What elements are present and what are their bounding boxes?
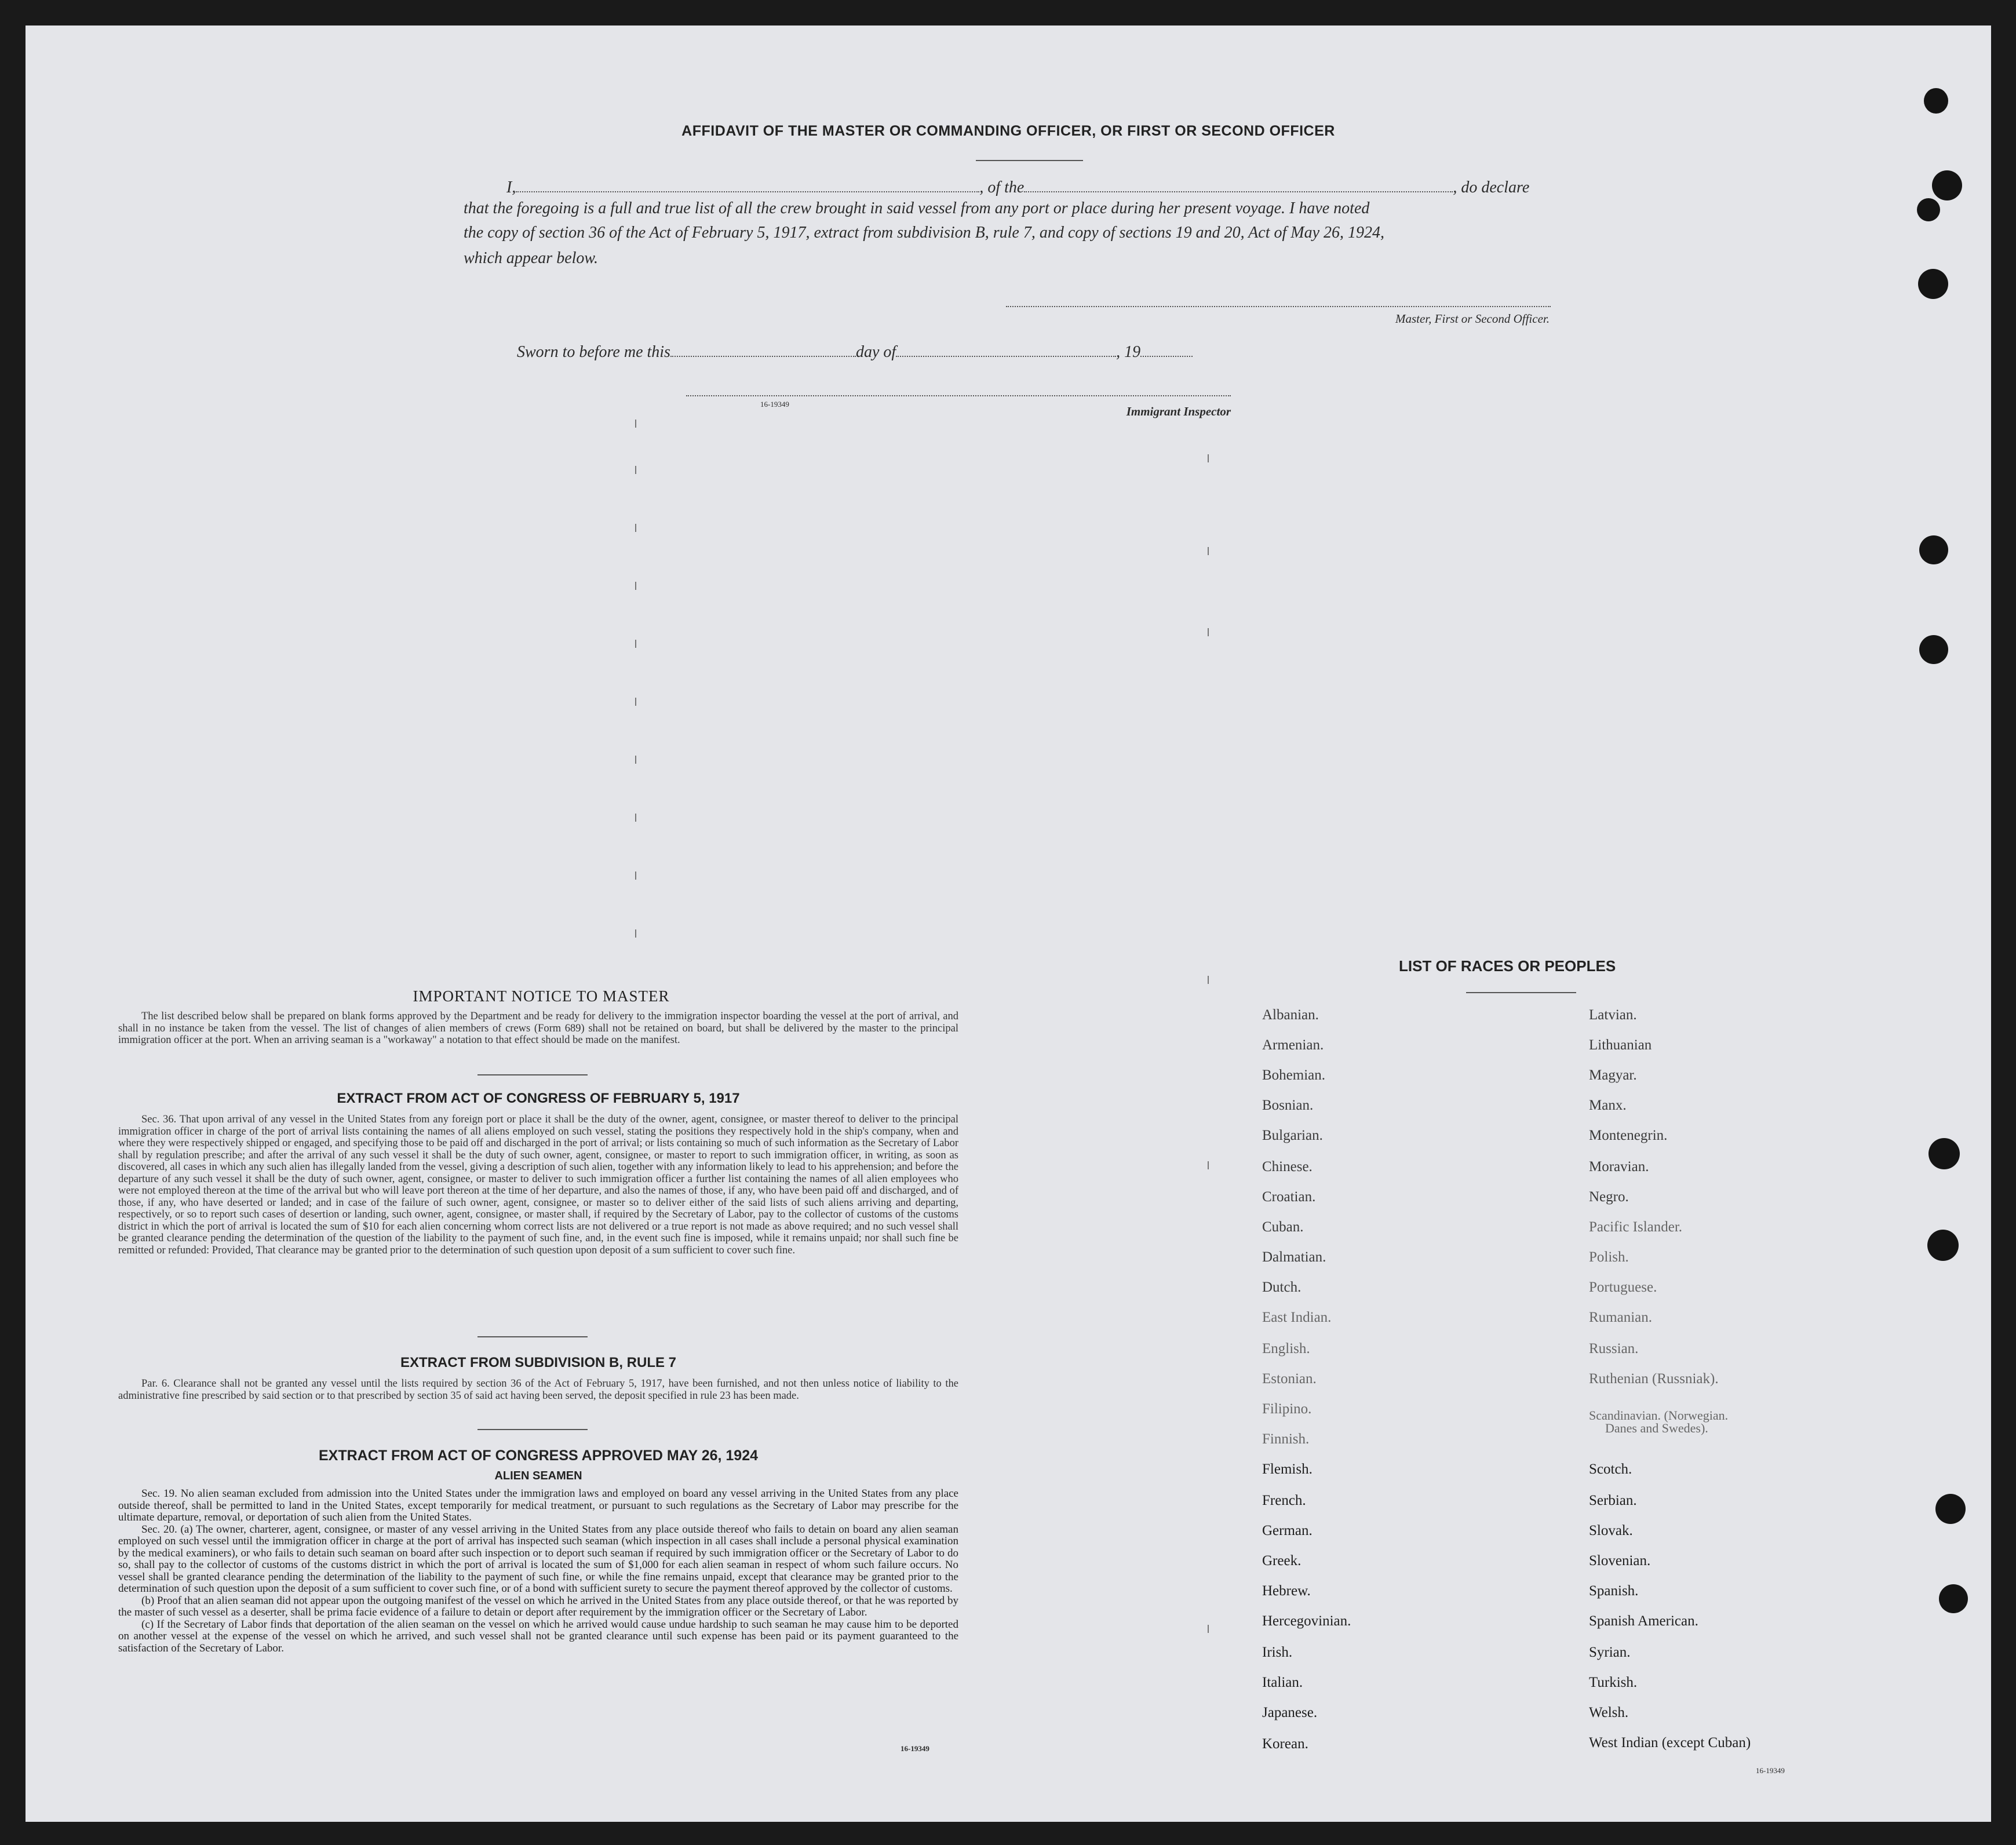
of-the-label: , of the <box>979 178 1025 196</box>
race-item: Welsh. <box>1589 1705 1629 1720</box>
divider <box>477 1336 588 1337</box>
officer-signature-line[interactable] <box>1006 306 1551 307</box>
vessel-blank[interactable] <box>1024 174 1453 192</box>
paragraph-6: Par. 6. Clearance shall not be granted any vessel until the lists required by section 36 of the Act of February 5, 1917, have been furnished, and not then unless notice of liability to the administrative fine prescribed by said section or to that prescribed by section 35 of said act having been served, the deposit specified in rule 23 has been made. <box>118 1378 958 1402</box>
race-item: French. <box>1262 1493 1306 1508</box>
fold-mark <box>1208 547 1209 555</box>
extract-1917-title: EXTRACT FROM ACT OF CONGRESS OF FEBRUARY 5, 1917 <box>337 1091 740 1106</box>
race-item: Scotch. <box>1589 1461 1632 1477</box>
race-item: Italian. <box>1262 1675 1303 1690</box>
affidavit-text-line-1: that the foregoing is a full and true list of all the crew brought in said vessel from any port or place during her present voyage. I have noted <box>464 199 1370 217</box>
race-item: Russian. <box>1589 1341 1639 1357</box>
fold-mark <box>635 929 636 938</box>
races-title: LIST OF RACES OR PEOPLES <box>1399 957 1616 975</box>
fold-mark <box>635 466 636 474</box>
i-label: I, <box>506 178 516 196</box>
subdivision-b-title: EXTRACT FROM SUBDIVISION B, RULE 7 <box>400 1355 677 1370</box>
fold-mark <box>635 640 636 648</box>
race-item: Bulgarian. <box>1262 1128 1323 1143</box>
race-item: Dalmatian. <box>1262 1249 1326 1265</box>
section-20b-paragraph: (b) Proof that an alien seaman did not appear upon the outgoing manifest of the vessel on which he arrived in the United States from any place outside thereof, or that he was reported by the master of such vessel as a deserter, shall be prima facie evidence of a failure to detain or deport after requirement by the immigration officer or the Secretary of Labor. <box>118 1594 958 1618</box>
race-item: German. <box>1262 1523 1313 1538</box>
race-item: Lithuanian <box>1589 1037 1652 1053</box>
punch-hole <box>1924 88 1948 114</box>
race-item: Japanese. <box>1262 1705 1318 1720</box>
punch-hole <box>1928 1138 1960 1169</box>
fold-mark <box>1208 976 1209 984</box>
sworn-month-blank[interactable] <box>896 338 1116 357</box>
officer-signature-caption: Master, First or Second Officer. <box>1395 312 1550 326</box>
race-item: Cuban. <box>1262 1219 1304 1235</box>
race-item: Estonian. <box>1262 1371 1317 1387</box>
punch-hole <box>1919 635 1948 664</box>
race-item: Irish. <box>1262 1645 1293 1660</box>
race-item: Spanish American. <box>1589 1613 1698 1629</box>
fold-mark <box>1208 628 1209 636</box>
notice-paragraph: The list described below shall be prepared on blank forms approved by the Department and be ready for delivery to the immigration inspector boarding the vessel at the port of arrival, and shall in no instance be taken from the vessel. The list of changes of alien members of crews (Form 689) shall not be retained on board, but shall be delivered by the master to the principal immigration officer at the port. When an arriving seaman is a "workaway" a notation to that effect should be made on the manifest. <box>118 1011 958 1046</box>
affidavit-declaration-line <box>506 174 1578 197</box>
race-item: Slovak. <box>1589 1523 1633 1538</box>
fold-mark <box>635 872 636 880</box>
race-item: Greek. <box>1262 1553 1302 1569</box>
affidavit-text-line-3: which appear below. <box>464 249 599 267</box>
fold-mark <box>635 814 636 822</box>
race-item: Dutch. <box>1262 1279 1302 1295</box>
race-item: English. <box>1262 1341 1310 1357</box>
race-item: Korean. <box>1262 1736 1308 1752</box>
extract-1924-title: EXTRACT FROM ACT OF CONGRESS APPROVED MAY 26, 1924 <box>318 1447 759 1464</box>
punch-hole <box>1932 170 1962 200</box>
form-number-right: 16-19349 <box>1756 1766 1785 1775</box>
race-item: Finnish. <box>1262 1431 1310 1447</box>
punch-hole <box>1935 1494 1966 1524</box>
sworn-day-blank[interactable] <box>670 338 856 357</box>
punch-hole <box>1927 1230 1959 1261</box>
divider <box>976 160 1083 161</box>
day-of-label: day of <box>855 343 896 361</box>
extract-1924-text <box>118 1488 958 1654</box>
punch-hole <box>1917 198 1940 221</box>
subdivision-b-text <box>118 1378 958 1402</box>
race-item: Flemish. <box>1262 1461 1313 1477</box>
notice-title: IMPORTANT NOTICE TO MASTER <box>413 987 670 1005</box>
race-item: Armenian. <box>1262 1037 1324 1053</box>
inspector-caption: Immigrant Inspector <box>1126 404 1231 418</box>
inspector-signature-line[interactable] <box>686 395 1231 396</box>
sworn-year-blank[interactable] <box>1140 338 1193 357</box>
fold-mark <box>635 756 636 764</box>
fold-mark <box>635 524 636 532</box>
race-item: Hebrew. <box>1262 1583 1311 1599</box>
fold-mark <box>635 582 636 590</box>
affidavit-title: AFFIDAVIT OF THE MASTER OR COMMANDING OFFICER, OR FIRST OR SECOND OFFICER <box>681 123 1335 139</box>
race-item: Chinese. <box>1262 1159 1313 1175</box>
punch-hole <box>1919 535 1948 564</box>
form-sheet <box>25 25 1991 1822</box>
race-item: East Indian. <box>1262 1310 1332 1325</box>
extract-1917-text <box>118 1114 958 1256</box>
fold-mark <box>1208 1161 1209 1169</box>
divider <box>1466 992 1576 993</box>
race-item: West Indian (except Cuban) <box>1589 1735 1751 1751</box>
sworn-label: Sworn to before me this <box>517 343 670 361</box>
section-20c-paragraph: (c) If the Secretary of Labor finds that deportation of the alien seaman on the vessel on which he arrived would cause undue hardship to such seaman he may cause him to be deported on another vessel at the expense of the vessel on which he arrived, and such vessel shall not be granted clearance until such expense has been paid or its payment guaranteed to the satisfaction of the Secretary of Labor. <box>118 1618 958 1654</box>
race-item: Moravian. <box>1589 1159 1649 1175</box>
fold-mark <box>635 698 636 706</box>
race-item: Ruthenian (Russniak). <box>1589 1371 1719 1387</box>
race-item: Montenegrin. <box>1589 1128 1668 1143</box>
name-blank[interactable] <box>516 174 979 192</box>
race-item: Pacific Islander. <box>1589 1219 1683 1235</box>
punch-hole <box>1939 1584 1968 1613</box>
sworn-line <box>517 338 1193 362</box>
race-item: Slovenian. <box>1589 1553 1651 1569</box>
alien-seamen-subtitle: ALIEN SEAMEN <box>494 1470 582 1482</box>
race-item: Serbian. <box>1589 1493 1637 1508</box>
year-label: , 19 <box>1116 343 1141 361</box>
race-item: Negro. <box>1589 1189 1629 1205</box>
section-19-paragraph: Sec. 19. No alien seaman excluded from admission into the United States under the immigration laws and employed on board any vessel arriving in the United States from any place outside thereof, shall be permitted to land in the United States, except temporarily for medical treatment, or pursuant to such regulations as the Secretary of Labor may prescribe for the ultimate departure, removal, or deportation of such alien from the United States. <box>118 1487 958 1523</box>
race-item: Latvian. <box>1589 1007 1637 1023</box>
race-item: Filipino. <box>1262 1401 1312 1417</box>
race-item: Magyar. <box>1589 1067 1637 1083</box>
race-item: Croatian. <box>1262 1189 1316 1205</box>
divider <box>477 1429 588 1430</box>
race-item: Bohemian. <box>1262 1067 1326 1083</box>
race-item: Albanian. <box>1262 1007 1319 1023</box>
divider <box>477 1074 588 1075</box>
race-item: Danes and Swedes). <box>1605 1421 1708 1435</box>
affidavit-text-line-2: the copy of section 36 of the Act of February 5, 1917, extract from subdivision B, rule 7, and copy of sections 19 and 20, Act of May 26, 1924, <box>464 224 1385 242</box>
race-item: Polish. <box>1589 1249 1629 1265</box>
section-20a-paragraph: Sec. 20. (a) The owner, charterer, agent, consignee, or master of any vessel arriving in the United States from any place outside thereof who fails to detain on board any alien seaman employed on such vessel until the immigration officer in charge at the port of arrival has inspected such seaman (which inspection in all cases shall include a personal physical examination by the medical examiners), or who fails to detain such seaman on board after such inspection or to deport such seaman if required by such immigration officer or the Secretary of Labor to do so, shall pay to the collector of customs of the customs district in which the port of arrival is located the sum of $1,000 for each alien seaman in respect of whom such failure occurs. No vessel shall be granted clearance pending the determination of the liability to the payment of such fine, or while the fine remains unpaid, except that clearance may be granted prior to the determination of such question upon the deposit of a sum sufficient to cover such fine, or of a bond with sufficient surety to secure the payment thereof approved by the collector of customs. <box>118 1523 958 1595</box>
fold-mark <box>1208 454 1209 462</box>
race-item: Spanish. <box>1589 1583 1639 1599</box>
form-number-left: 16-19349 <box>901 1744 929 1753</box>
race-item: Scandinavian. (Norwegian. <box>1589 1408 1729 1423</box>
race-item: Hercegovinian. <box>1262 1613 1351 1629</box>
race-item: Portuguese. <box>1589 1279 1657 1295</box>
race-item: Rumanian. <box>1589 1310 1653 1325</box>
fold-mark <box>1208 1625 1209 1633</box>
punch-hole <box>1918 269 1948 299</box>
race-item: Bosnian. <box>1262 1097 1314 1113</box>
race-item: Syrian. <box>1589 1645 1631 1660</box>
race-item: Manx. <box>1589 1097 1627 1113</box>
do-declare-label: , do declare <box>1453 178 1530 196</box>
form-number-top: 16-19349 <box>760 400 789 409</box>
section-36-paragraph: Sec. 36. That upon arrival of any vessel in the United States from any foreign port or place it shall be the duty of the owner, agent, consignee, or master thereof to deliver to the principal immigration officer in charge of the port of arrival lists containing the names of all aliens employed on such vessel, stating the positions they respectively hold in the ship's company, when and where they were respectively shipped or engaged, and specifying those to be paid off and discharged in the port of arrival; or lists containing so much of such information as the Secretary of Labor shall by regulation prescribe; and after the arrival of any such vessel it shall be the duty of such owner, agent, consignee, or master to report to such immigration officer, in writing, as soon as discovered, all cases in which any such alien has illegally landed from the vessel, giving a description of such alien, together with any information likely to lead to his apprehension; and before the departure of any such vessel it shall be the duty of such owner, agent, consignee, or master to deliver to such immigration officer a further list containing the names of all alien employees who were not employed thereon at the time of the arrival but who will leave port thereon at the time of her departure, and also the names of those, if any, who have been paid off and discharged, and of those, if any, who have deserted or landed; and in case of the failure of such owner, agent, consignee, or master so to deliver either of the said lists of such aliens arriving and departing, respectively, or so to report such cases of desertion or landing, such owner, agent, consignee, or master shall, if required by the Secretary of Labor, pay to the collector of customs of the customs district in which the port of arrival is located the sum of $10 for each alien concerning whom correct lists are not delivered or a true report is not made as above required; and no such vessel shall be granted clearance pending the determination of the question of the liability to the payment of such fine, and, in the event such fine is imposed, while it remains unpaid; nor shall such fine be remitted or refunded: Provided, That clearance may be granted prior to the determination of such question upon deposit of a sum sufficient to cover such fine. <box>118 1114 958 1256</box>
fold-mark <box>635 420 636 428</box>
race-item: Turkish. <box>1589 1675 1638 1690</box>
notice-text <box>118 1011 958 1047</box>
